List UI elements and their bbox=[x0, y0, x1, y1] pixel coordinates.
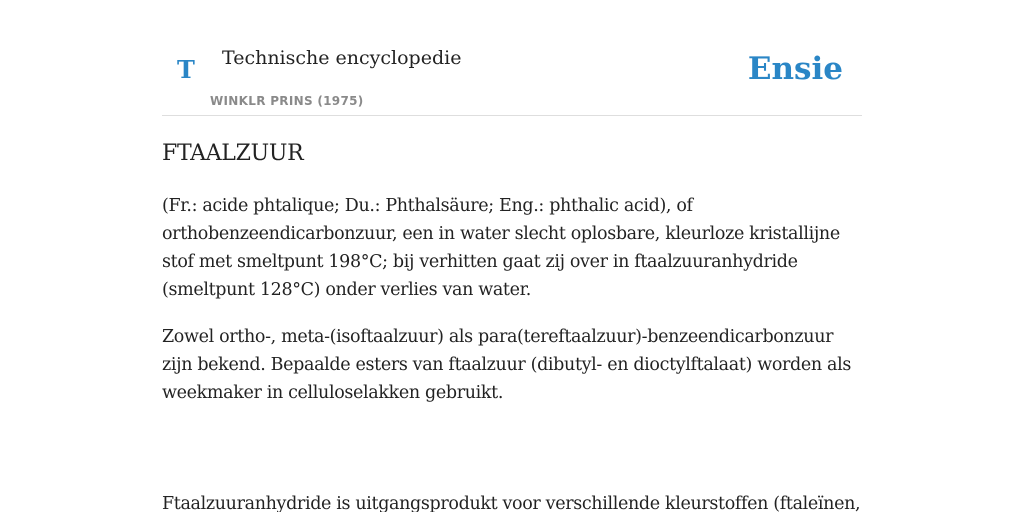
logo-t-icon[interactable]: T bbox=[177, 55, 195, 84]
brand-logo[interactable]: Ensie bbox=[747, 51, 843, 87]
article-paragraph-2: Zowel ortho-, meta-(isoftaalzuur) als para(tereftaalzuur)-benzeendicarbonzuur zijn bekend. Bepaalde esters van ftaalzuur (dibutyl- en dioctylftalaat) worden als weekmaker in celluloselakken gebruikt. bbox=[162, 327, 851, 403]
encyclopedia-subtitle: WINKLR PRINS (1975) bbox=[210, 94, 364, 108]
site-header bbox=[162, 0, 862, 116]
article-title: FTAALZUUR bbox=[162, 141, 304, 166]
encyclopedia-title[interactable]: Technische encyclopedie bbox=[222, 47, 462, 69]
article-paragraph-1: (Fr.: acide phtalique; Du.: Phthalsäure; Eng.: phthalic acid), of orthobenzeendicarbonzuur, een in water slecht oplosbare, kleurloze kristallijne stof met smeltpunt 198°C; bij verhitten gaat zij over in ftaalzuuranhydride (smeltpunt 128°C) onder verlies van water. bbox=[162, 196, 840, 300]
article bbox=[162, 138, 862, 512]
article-paragraph-3: Ftaalzuuranhydride is uitgangsprodukt voor verschillende kleurstoffen (ftaleïnen, bbox=[162, 494, 861, 512]
